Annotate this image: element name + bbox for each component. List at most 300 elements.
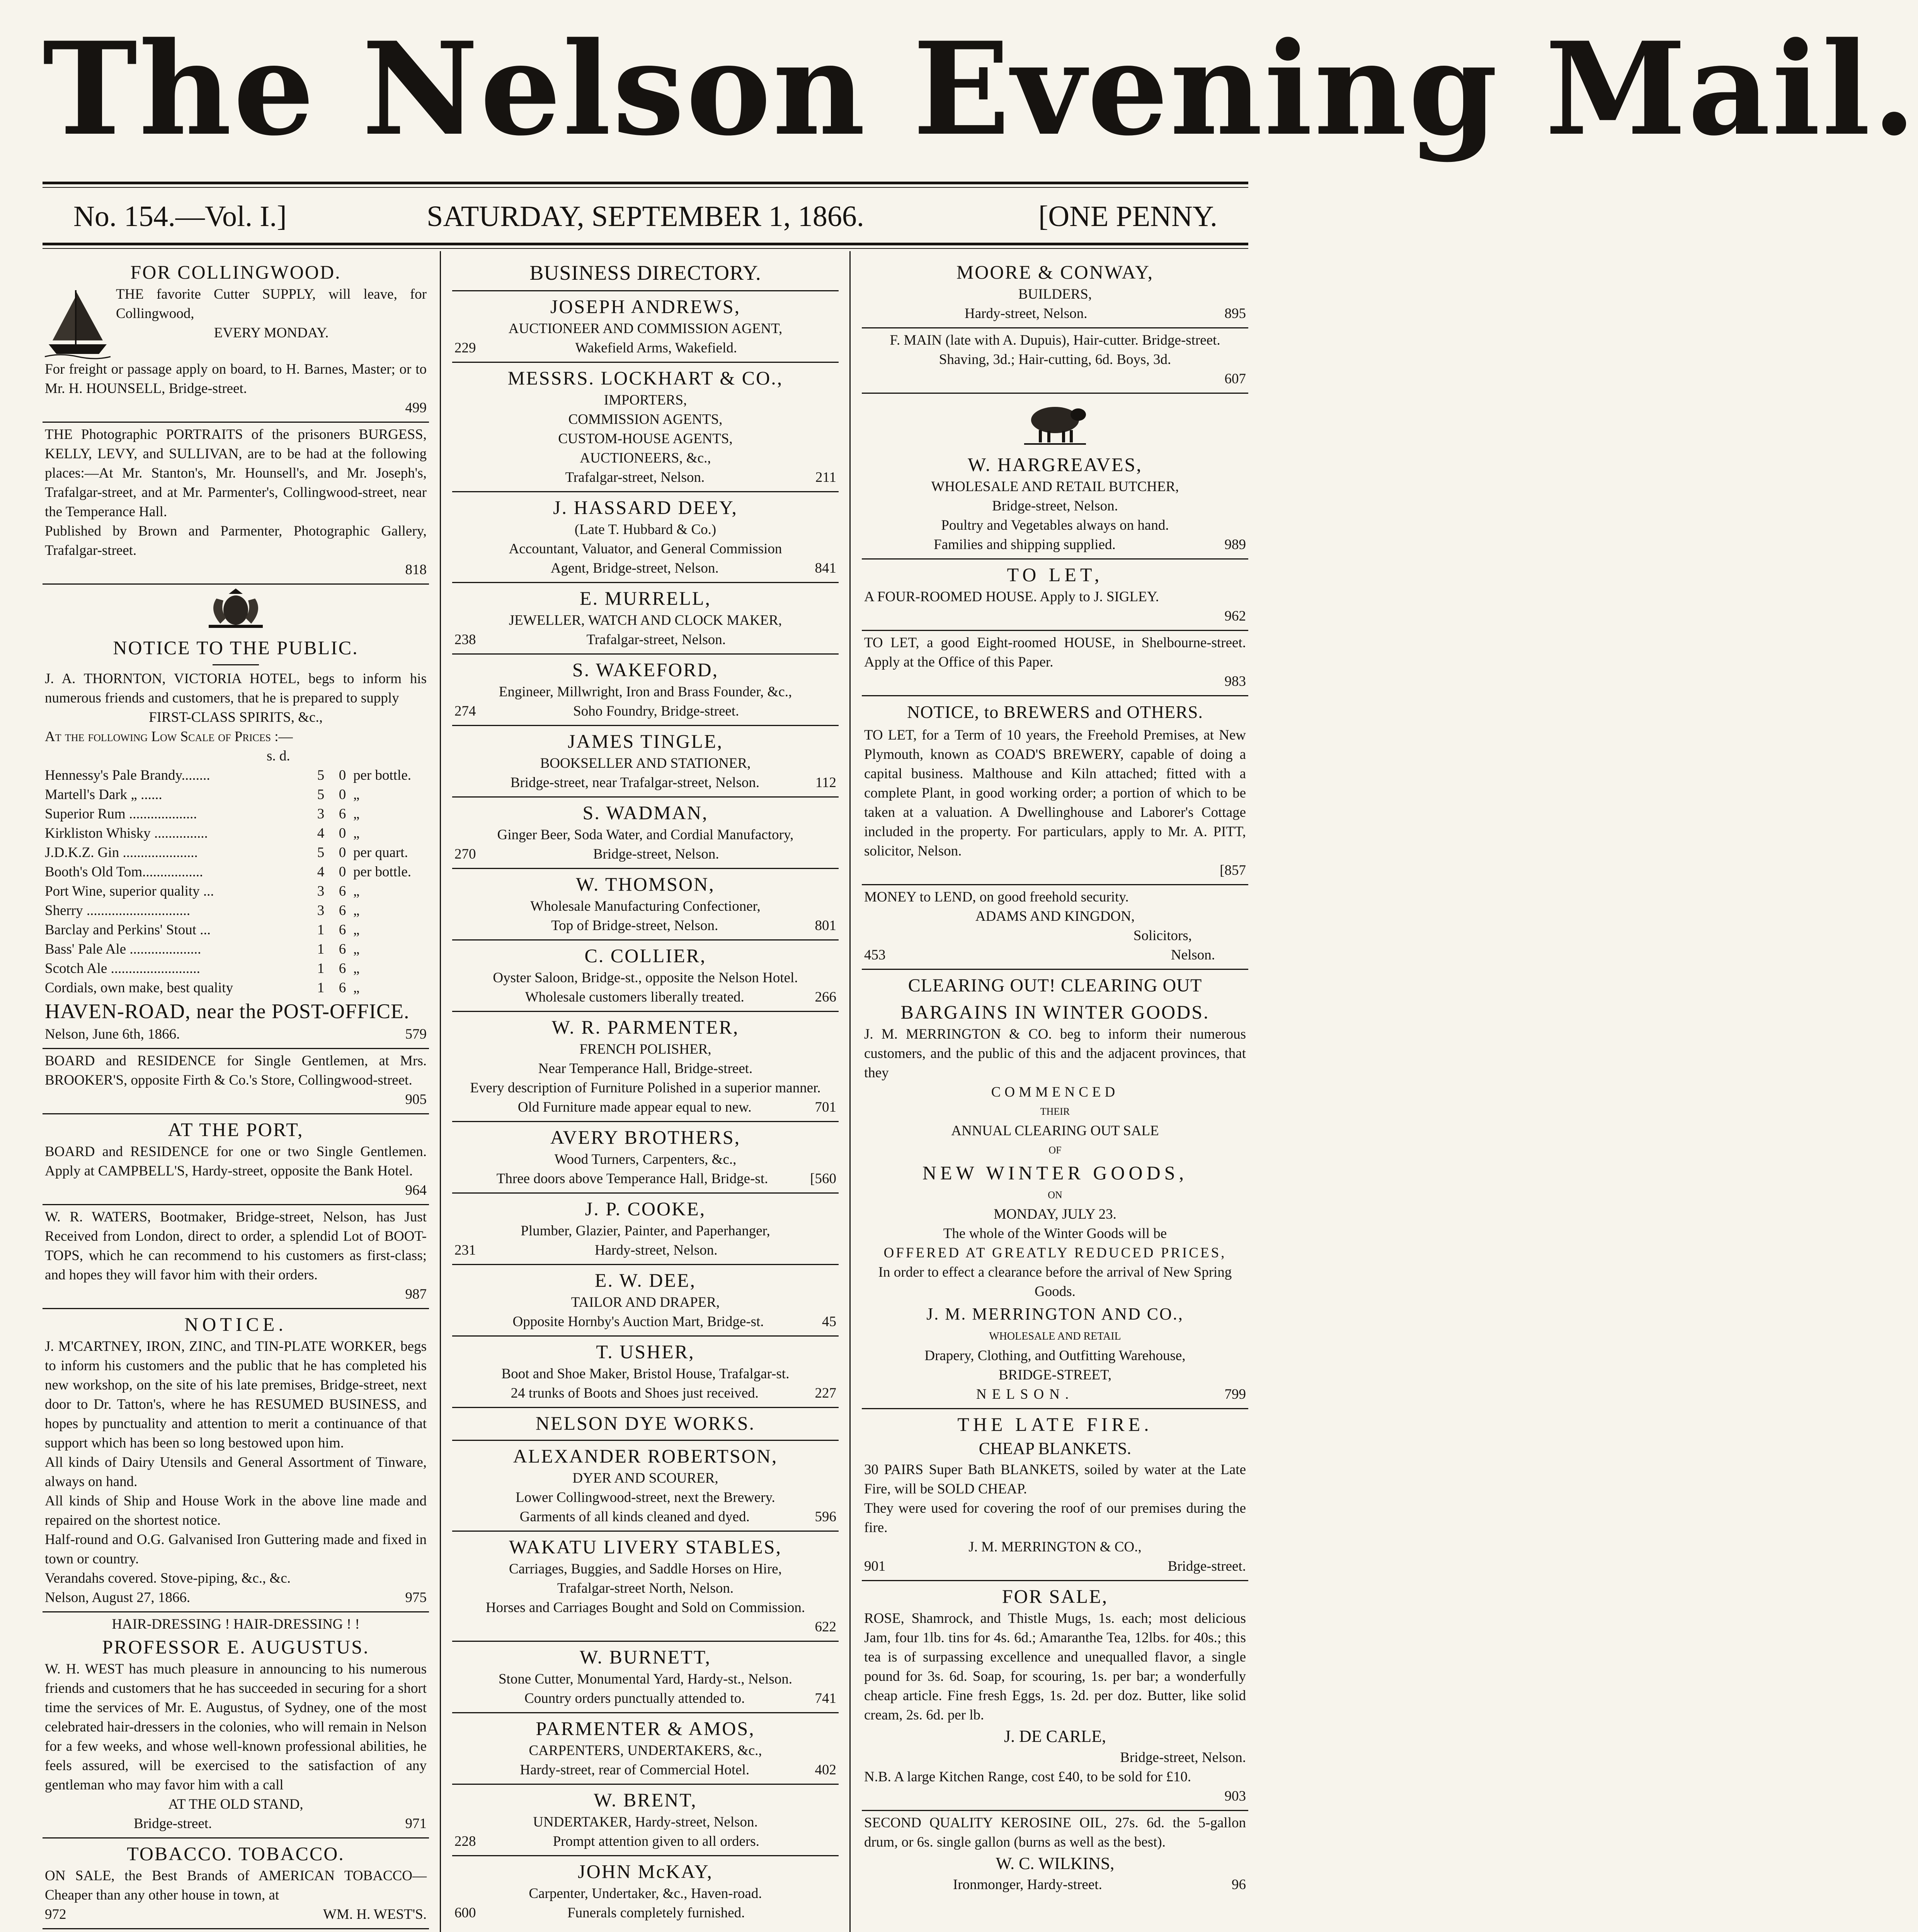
ad-number: 972 (45, 1906, 66, 1922)
ad-place: Nelson. (1171, 947, 1215, 963)
entry-footer (454, 845, 836, 864)
directory-entry (452, 492, 839, 583)
ad-banner: HAIR-DRESSING ! HAIR-DRESSING ! ! (112, 1616, 360, 1632)
entry-line: CARPENTERS, UNDERTAKERS, &c., (529, 1743, 762, 1759)
entry-line: UNDERTAKER, Hardy-street, Nelson. (533, 1814, 758, 1830)
price-unit: per quart. (353, 845, 408, 861)
price-item: Cordials, own make, best quality (45, 980, 233, 996)
entry-footer (454, 630, 836, 650)
issue-number: No. 154.—Vol. I.] (73, 200, 287, 233)
price-pence: 6 (339, 903, 346, 918)
ad-street: Bridge-street. (1167, 1558, 1246, 1574)
entry-footer (454, 1312, 836, 1332)
royal-arms-emblem (45, 587, 427, 635)
ad-signature: W. C. WILKINS, (996, 1854, 1115, 1873)
ad-number: 901 (864, 1558, 886, 1574)
price-item: Barclay and Perkins' Stout ... (45, 922, 211, 938)
entry-tail: Trafalgar-street, Nelson. (565, 469, 705, 485)
ad-clearing-out (862, 970, 1248, 1409)
price-shillings: 4 (317, 825, 325, 841)
ad-notice-mccartney (43, 1309, 429, 1612)
ad-money-to-lend (862, 885, 1248, 970)
entry-footer (454, 773, 836, 793)
entry-line: Plumber, Glazier, Painter, and Paperhanger, (521, 1223, 770, 1239)
directory-entry (452, 655, 839, 726)
entry-number: 227 (815, 1385, 836, 1401)
ad-body: F. MAIN (late with A. Dupuis), Hair-cutter. Bridge-street. Shaving, 3d.; Hair-cutting, 6d. Boys, 3d. (890, 332, 1220, 367)
directory-entry (452, 291, 839, 363)
ad-order: In order to effect a clearance before the arrival of New Spring Goods. (878, 1264, 1232, 1299)
ad-number: [857 (1220, 862, 1246, 878)
ad-body: TO LET, for a Term of 10 years, the Freehold Premises, at New Plymouth, known as COAD'S BREWERY, capable of doing a capital business. Malthouse and Kiln attached; fitted with a complete Plant, in good working order; a portion of which to be taken at a valuation. A Dwellinghouse and Laborer's Cottage included in the property. For particulars, apply to Mr. A. PITT, solicitor, Nelson. (864, 727, 1246, 859)
ad-date: Nelson, June 6th, 1866. (45, 1026, 180, 1042)
ad-their: THEIR (1040, 1106, 1070, 1117)
ad-heading: NOTICE. (184, 1313, 287, 1335)
price-row (45, 766, 427, 785)
ad-body: THE favorite Cutter SUPPLY, will leave, for Collingwood, (116, 286, 427, 321)
ad-trade: BUILDERS, (1018, 286, 1092, 302)
entry-tail (454, 1617, 815, 1637)
ad-number: 453 (864, 947, 886, 963)
top-rule (43, 182, 1248, 184)
ad-subheading: CHEAP BLANKETS. (979, 1439, 1132, 1458)
ad-footer (864, 946, 1246, 965)
price-unit: „ (353, 883, 360, 899)
business-directory-heading (452, 257, 839, 291)
entry-footer (454, 338, 836, 358)
entry-line: FRENCH POLISHER, (579, 1041, 711, 1057)
directory-entry (452, 1408, 839, 1441)
price-pence: 6 (339, 922, 346, 938)
price-pence: 6 (339, 961, 346, 976)
ad-number: 903 (1224, 1788, 1246, 1804)
issue-price: [ONE PENNY. (1038, 200, 1217, 233)
ad-address: Bridge-street, Nelson. (992, 498, 1118, 514)
directory-entry (452, 363, 839, 492)
ad-body: W. H. WEST has much pleasure in announcing to his numerous friends and customers that he has succeeded in securing for a short time the services of Mr. E. Augustus, of Sydney, one of the most celebrated hair-dressers in the colonies, who will remain in Nelson for a few weeks, and whose well-known professional abilities, he feels assured, will be exercised to the satisfaction of any gentleman who may favor him with a call (45, 1661, 427, 1793)
entry-name: W. BURNETT, (580, 1646, 711, 1668)
ad-number: 987 (405, 1286, 427, 1302)
ad-number: 799 (1224, 1386, 1246, 1402)
ad-to-let-sigley (862, 560, 1248, 631)
ad-address: Hardy-street, Nelson. (965, 306, 1087, 321)
ad-goods: NEW WINTER GOODS, (922, 1162, 1188, 1184)
ad-signature: WM. H. WEST'S. (323, 1906, 427, 1922)
ad-signature: J. DE CARLE, (1004, 1727, 1106, 1746)
price-item: Booth's Old Tom................. (45, 864, 203, 880)
ad-heading: NOTICE, to BREWERS and OTHERS. (907, 702, 1203, 722)
price-pence: 0 (339, 825, 346, 841)
entry-footer (454, 1832, 836, 1851)
entry-name: NELSON DYE WORKS. (535, 1412, 756, 1434)
ad-footer (45, 1905, 427, 1924)
entry-tail: Old Furniture made appear equal to new. (517, 1099, 752, 1115)
entry-line: AUCTIONEERS, &c., (580, 450, 711, 466)
entry-tail: Funerals completely furnished. (567, 1905, 745, 1921)
price-pence: 6 (339, 980, 346, 996)
entry-line: CUSTOM-HOUSE AGENTS, (558, 431, 733, 447)
ad-title: Solicitors, (1133, 928, 1192, 944)
directory-entry (452, 1532, 839, 1642)
column-left (43, 257, 429, 1932)
directory-entry (452, 1337, 839, 1408)
price-row (45, 804, 427, 824)
entry-number: 741 (815, 1690, 836, 1706)
entry-name: S. WADMAN, (582, 802, 708, 823)
directory-entry (452, 940, 839, 1012)
entry-tail: Soho Foundry, Bridge-street. (573, 703, 739, 719)
price-pence: 6 (339, 941, 346, 957)
entry-number: 596 (815, 1509, 836, 1525)
entry-number: 402 (815, 1762, 836, 1778)
entry-line: Horses and Carriages Bought and Sold on Commission. (485, 1600, 805, 1616)
directory-entry (452, 1194, 839, 1265)
price-list (45, 766, 427, 998)
ad-body: BOARD and RESIDENCE for one or two Single Gentlemen. Apply at CAMPBELL'S, Hardy-street, opposite the Bank Hotel. (45, 1144, 427, 1179)
ad-line: Families and shipping supplied. (934, 537, 1116, 553)
price-unit: „ (353, 961, 360, 976)
business-directory (452, 291, 839, 1927)
ad-notice-public (43, 585, 429, 1049)
entry-line: Accountant, Valuator, and General Commission (509, 541, 782, 557)
masthead-title: The Nelson Evening Mail. (43, 14, 1918, 164)
ad-footer (864, 1875, 1246, 1895)
price-header: s. d. (267, 748, 290, 764)
ad-hair-dressing (43, 1612, 429, 1838)
directory-entry (452, 726, 839, 798)
ad-footer (45, 1025, 427, 1044)
entry-number: 228 (454, 1833, 476, 1849)
entry-footer (454, 702, 836, 721)
price-pence: 6 (339, 806, 346, 822)
entry-line: Boot and Shoe Maker, Bristol House, Trafalgar-st. (501, 1366, 790, 1382)
ad-address: HAVEN-ROAD, near the POST-OFFICE. (45, 1000, 410, 1023)
directory-entry (452, 1713, 839, 1785)
price-unit: „ (353, 787, 360, 803)
entry-name: ALEXANDER ROBERTSON, (513, 1445, 778, 1467)
ad-heading: PROFESSOR E. AUGUSTUS. (102, 1636, 369, 1658)
ad-line: Poultry and Vegetables always on hand. (941, 517, 1169, 533)
price-item: Hennessy's Pale Brandy........ (45, 767, 210, 783)
column-rule (849, 251, 851, 1932)
ad-number: 607 (1224, 371, 1246, 387)
entry-name: JOSEPH ANDREWS, (550, 296, 741, 317)
ad-footer (45, 1814, 427, 1833)
ad-on: ON (1048, 1189, 1062, 1201)
ad-body: TO LET, a good Eight-roomed HOUSE, in Shelbourne-street. Apply at the Office of this Paper. (864, 635, 1246, 670)
entry-footer (454, 1241, 836, 1260)
dateline-rule (43, 243, 1248, 245)
ad-whole: The whole of the Winter Goods will be (943, 1226, 1167, 1242)
entry-tail: 24 trunks of Boots and Shoes just received. (511, 1385, 759, 1401)
entry-footer (454, 988, 836, 1007)
entry-name: PARMENTER & AMOS, (536, 1718, 755, 1739)
entry-name: JAMES TINGLE, (568, 730, 723, 752)
entry-number: 238 (454, 632, 476, 648)
entry-line: Stone Cutter, Monumental Yard, Hardy-st., Nelson. (498, 1671, 793, 1687)
entry-name: W. THOMSON, (576, 873, 715, 895)
ad-body: 30 PAIRS Super Bath BLANKETS, soiled by water at the Late Fire, will be SOLD CHEAP. (864, 1462, 1246, 1497)
ad-paragraph: Half-round and O.G. Galvanised Iron Guttering made and fixed in town or country. (45, 1532, 427, 1567)
ad-tobacco (43, 1838, 429, 1929)
entry-number: 274 (454, 703, 476, 719)
ad-trade: Ironmonger, Hardy-street. (953, 1877, 1102, 1893)
ad-date: Nelson, August 27, 1866. (45, 1590, 191, 1605)
ad-street: Bridge-street, Nelson. (1120, 1750, 1246, 1765)
ad-spirits: FIRST-CLASS SPIRITS, &c., (149, 709, 323, 725)
entry-line: Near Temperance Hall, Bridge-street. (538, 1061, 753, 1077)
entry-line: Wholesale Manufacturing Confectioner, (530, 898, 761, 914)
price-unit: „ (353, 903, 360, 918)
ad-drapery: Drapery, Clothing, and Outfitting Warehouse, (924, 1348, 1186, 1364)
entry-name: E. MURRELL, (580, 587, 711, 609)
entry-line: Wood Turners, Carpenters, &c., (554, 1151, 737, 1167)
ad-to-let-shelbourne (862, 631, 1248, 696)
entry-number: 622 (815, 1619, 836, 1635)
ad-body: MONEY to LEND, on good freehold security. (864, 889, 1129, 905)
ad-number: 964 (405, 1182, 427, 1198)
ad-heading: FOR COLLINGWOOD. (130, 261, 341, 283)
price-unit: „ (353, 806, 360, 822)
ad-footer (864, 1385, 1246, 1404)
entry-tail: Wholesale customers liberally treated. (525, 989, 744, 1005)
ad-banner: CLEARING OUT! CLEARING OUT (908, 975, 1202, 996)
ad-at-the-port (43, 1114, 429, 1205)
ad-portraits (43, 423, 429, 585)
entry-line: JEWELLER, WATCH AND CLOCK MAKER, (509, 612, 782, 628)
entry-line: Engineer, Millwright, Iron and Brass Founder, &c., (499, 684, 792, 700)
entry-number: 229 (454, 340, 476, 356)
directory-entry (452, 798, 839, 869)
entry-tail: Country orders punctually attended to. (524, 1690, 745, 1706)
ad-firm: J. M. MERRINGTON & CO., (968, 1539, 1142, 1555)
entry-name: E. W. DEE, (595, 1269, 696, 1291)
issue-date: SATURDAY, SEPTEMBER 1, 1866. (427, 200, 864, 233)
entry-line: Ginger Beer, Soda Water, and Cordial Manufactory, (497, 827, 794, 843)
ad-number: 971 (405, 1816, 427, 1832)
entry-tail: Hardy-street, rear of Commercial Hotel. (520, 1762, 750, 1778)
ad-heading: THE LATE FIRE. (957, 1413, 1153, 1435)
entry-footer (454, 1903, 836, 1923)
ad-moore-conway (862, 257, 1248, 328)
price-item: Martell's Dark „ ...... (45, 787, 162, 803)
price-shillings: 3 (317, 806, 325, 822)
ad-number: 579 (405, 1026, 427, 1042)
dateline-rule-thin (43, 248, 1248, 249)
entry-footer (454, 916, 836, 935)
ad-number: 895 (1224, 306, 1246, 321)
price-unit: „ (353, 941, 360, 957)
column-rule (440, 251, 441, 1932)
ad-firm: J. M. MERRINGTON AND CO., (926, 1304, 1184, 1323)
ad-number: 499 (405, 400, 427, 416)
entry-name: JOHN McKAY, (578, 1861, 713, 1882)
directory-entry (452, 1265, 839, 1337)
column-right (862, 257, 1248, 1932)
divider (213, 664, 259, 665)
ad-heading: AT THE PORT, (168, 1119, 304, 1140)
entry-line: IMPORTERS, (604, 392, 687, 408)
price-item: Bass' Pale Ale .................... (45, 941, 201, 957)
ad-heading: BARGAINS IN WINTER GOODS. (900, 1001, 1210, 1023)
ad-number: 905 (405, 1092, 427, 1107)
entry-tail: Prompt attention given to all orders. (553, 1833, 759, 1849)
ad-footer (864, 1557, 1246, 1576)
entry-name: S. WAKEFORD, (572, 659, 719, 680)
entry-name: T. USHER, (596, 1341, 695, 1362)
entry-footer (454, 1384, 836, 1403)
price-row (45, 920, 427, 940)
price-item: Port Wine, superior quality ... (45, 883, 214, 899)
entry-line: DYER AND SCOURER, (572, 1470, 718, 1486)
ad-day: MONDAY, JULY 23. (994, 1206, 1116, 1222)
entry-tail: Hardy-street, Nelson. (595, 1242, 718, 1258)
entry-tail: Bridge-street, Nelson. (593, 846, 719, 862)
price-unit: „ (353, 825, 360, 841)
dateline (43, 195, 1248, 238)
ad-heading: MOORE & CONWAY, (956, 261, 1154, 283)
price-pence: 0 (339, 845, 346, 861)
ad-street: Bridge-street. (134, 1816, 212, 1832)
entry-tail: Top of Bridge-street, Nelson. (551, 918, 718, 934)
entry-footer (454, 1689, 836, 1708)
entry-tail: Bridge-street, near Trafalgar-street, Nelson. (510, 775, 760, 791)
directory-entry (452, 1642, 839, 1713)
entry-line: BOOKSELLER AND STATIONER, (540, 755, 751, 771)
ad-body: J. M'CARTNEY, IRON, ZINC, and TIN-PLATE WORKER, begs to inform his customers and the public that he has completed his new workshop, on the site of his late premises, Bridge-street, next door to Dr. Tatton's, where he has RESUMED BUSINESS, and hopes by punctuality and attention to merit a continuance of that support which has been so long bestowed upon him. (45, 1338, 427, 1451)
ad-waters (43, 1205, 429, 1309)
entry-name: W. R. PARMENTER, (551, 1016, 739, 1038)
ad-publisher: Published by Brown and Parmenter, Photographic Gallery, Trafalgar-street. (45, 523, 427, 558)
price-pence: 0 (339, 767, 346, 783)
entry-tail: Agent, Bridge-street, Nelson. (550, 560, 719, 576)
price-pence: 0 (339, 864, 346, 880)
ad-body: ROSE, Shamrock, and Thistle Mugs, 1s. each; most delicious Jam, four 1lb. tins for 4s. 6d.; Amaranthe Tea, 12lbs. for 40s.; this tea is of surpassing excellence and unequalled flavor, a single pound for 3s. 6d. Soap, for scouring, 1s. per bar; a wonderfully cheap article. Fine fresh Eggs, 1s. 2d. per doz. Butter, like solid cream, 2s. 6d. per lb. (864, 1611, 1246, 1723)
ad-body: J. A. THORNTON, VICTORIA HOTEL, begs to inform his numerous friends and customers, that he is prepared to supply (45, 671, 427, 706)
ad-heading: NOTICE TO THE PUBLIC. (113, 637, 359, 658)
ad-body: J. M. MERRINGTON & CO. beg to inform their numerous customers, and the public of this and the adjacent provinces, that they (864, 1026, 1246, 1081)
entry-name: C. COLLIER, (584, 945, 706, 966)
ad-body: W. R. WATERS, Bootmaker, Bridge-street, Nelson, has Just Received from London, direct to order, a splendid Lot of BOOT-TOPS, which he can recommend to his customers as first-class; and hopes they will favor him with their orders. (45, 1209, 427, 1283)
entry-footer (454, 1617, 836, 1637)
entry-name: MESSRS. LOCKHART & CO., (507, 367, 783, 389)
top-rule-thin (43, 187, 1248, 188)
price-row (45, 978, 427, 998)
ad-hargreaves (862, 394, 1248, 560)
ad-number: 962 (1224, 608, 1246, 624)
ad-brewers (862, 696, 1248, 885)
ad-number: 983 (1224, 673, 1246, 689)
ad-heading: W. HARGREAVES, (968, 454, 1142, 475)
price-item: Superior Rum ................... (45, 806, 197, 822)
entry-tail: Trafalgar-street, Nelson. (586, 632, 726, 648)
price-shillings: 1 (317, 980, 325, 996)
entry-footer (454, 468, 836, 487)
ad-firm: ADAMS AND KINGDON, (975, 908, 1135, 924)
entry-number: 112 (815, 775, 836, 791)
directory-heading: BUSINESS DIRECTORY. (529, 261, 761, 284)
price-pence: 6 (339, 883, 346, 899)
directory-entry (452, 1441, 839, 1532)
ad-day: EVERY MONDAY. (214, 325, 329, 341)
ad-body: A FOUR-ROOMED HOUSE. Apply to J. SIGLEY. (864, 589, 1159, 605)
ad-wholesale-retail: WHOLESALE AND RETAIL (989, 1330, 1121, 1342)
entry-tail: Wakefield Arms, Wakefield. (575, 340, 737, 356)
entry-number: 841 (815, 560, 836, 576)
entry-line: Oyster Saloon, Bridge-st., opposite the Nelson Hotel. (493, 970, 798, 986)
ad-collingwood (43, 257, 429, 423)
directory-entry (452, 1122, 839, 1194)
ad-kerosine (862, 1811, 1248, 1898)
price-shillings: 1 (317, 961, 325, 976)
entry-number: 270 (454, 846, 476, 862)
price-shillings: 1 (317, 922, 325, 938)
entry-footer (454, 1760, 836, 1780)
price-item: Scotch Ale ......................... (45, 961, 200, 976)
ad-paragraph: Verandahs covered. Stove-piping, &c., &c. (45, 1570, 291, 1586)
price-row (45, 824, 427, 843)
ad-poultry (43, 1929, 429, 1932)
ad-for-sale (862, 1581, 1248, 1811)
entry-footer (454, 559, 836, 578)
price-row (45, 862, 427, 882)
entry-number: 801 (815, 918, 836, 934)
ad-body: SECOND QUALITY KEROSINE OIL, 27s. 6d. the 5-gallon drum, or 6s. single gallon (burns as well as the best). (864, 1815, 1246, 1850)
price-shillings: 5 (317, 767, 325, 783)
entry-name: WAKATU LIVERY STABLES, (509, 1536, 782, 1558)
ad-paragraph: All kinds of Dairy Utensils and General Assortment of Tinware, always on hand. (45, 1454, 427, 1490)
entry-footer (454, 1169, 836, 1189)
ad-late-fire (862, 1409, 1248, 1581)
sheep-engraving (864, 396, 1246, 452)
price-shillings: 3 (317, 883, 325, 899)
price-row (45, 882, 427, 901)
ad-heading: TOBACCO. TOBACCO. (127, 1843, 345, 1864)
entry-name: W. BRENT, (594, 1789, 697, 1811)
ad-town: NELSON. (976, 1386, 1074, 1402)
price-row (45, 843, 427, 862)
ad-footer (45, 1588, 427, 1607)
entry-line: TAILOR AND DRAPER, (571, 1294, 720, 1310)
directory-entry (452, 1856, 839, 1927)
entry-line: Lower Collingwood-street, next the Brewery. (516, 1490, 775, 1505)
price-row (45, 940, 427, 959)
ad-commenced: COMMENCED (991, 1084, 1119, 1100)
price-item: Sherry ............................. (45, 903, 191, 918)
entry-name: J. HASSARD DEEY, (553, 497, 738, 518)
price-shillings: 5 (317, 787, 325, 803)
ad-number: 975 (405, 1590, 427, 1605)
entry-number: 211 (815, 469, 836, 485)
ad-note: N.B. A large Kitchen Range, cost £40, to be sold for £10. (864, 1769, 1191, 1785)
price-row (45, 785, 427, 804)
price-row (45, 959, 427, 978)
ad-body: THE Photographic PORTRAITS of the prisoners BURGESS, KELLY, LEVY, and SULLIVAN, are to be had at the following places:—At Mr. Stanton's, Mr. Hounsell's, and Mr. Joseph's, Trafalgar-street, and at Mr. Parmenter's, Collingwood-street, near the Temperance Hall. (45, 427, 427, 520)
price-shillings: 5 (317, 845, 325, 861)
entry-tail: Garments of all kinds cleaned and dyed. (519, 1509, 750, 1525)
ad-number: 818 (405, 562, 427, 578)
price-shillings: 4 (317, 864, 325, 880)
entry-number: 231 (454, 1242, 476, 1258)
entry-number: [560 (810, 1171, 836, 1187)
directory-entry (452, 1785, 839, 1856)
ad-stand: AT THE OLD STAND, (168, 1796, 303, 1812)
ad-board-residence (43, 1049, 429, 1114)
entry-line: (Late T. Hubbard & Co.) (574, 522, 716, 537)
entry-line: Every description of Furniture Polished in a superior manner. (470, 1080, 821, 1096)
price-row (45, 901, 427, 920)
entry-number: 600 (454, 1905, 476, 1921)
